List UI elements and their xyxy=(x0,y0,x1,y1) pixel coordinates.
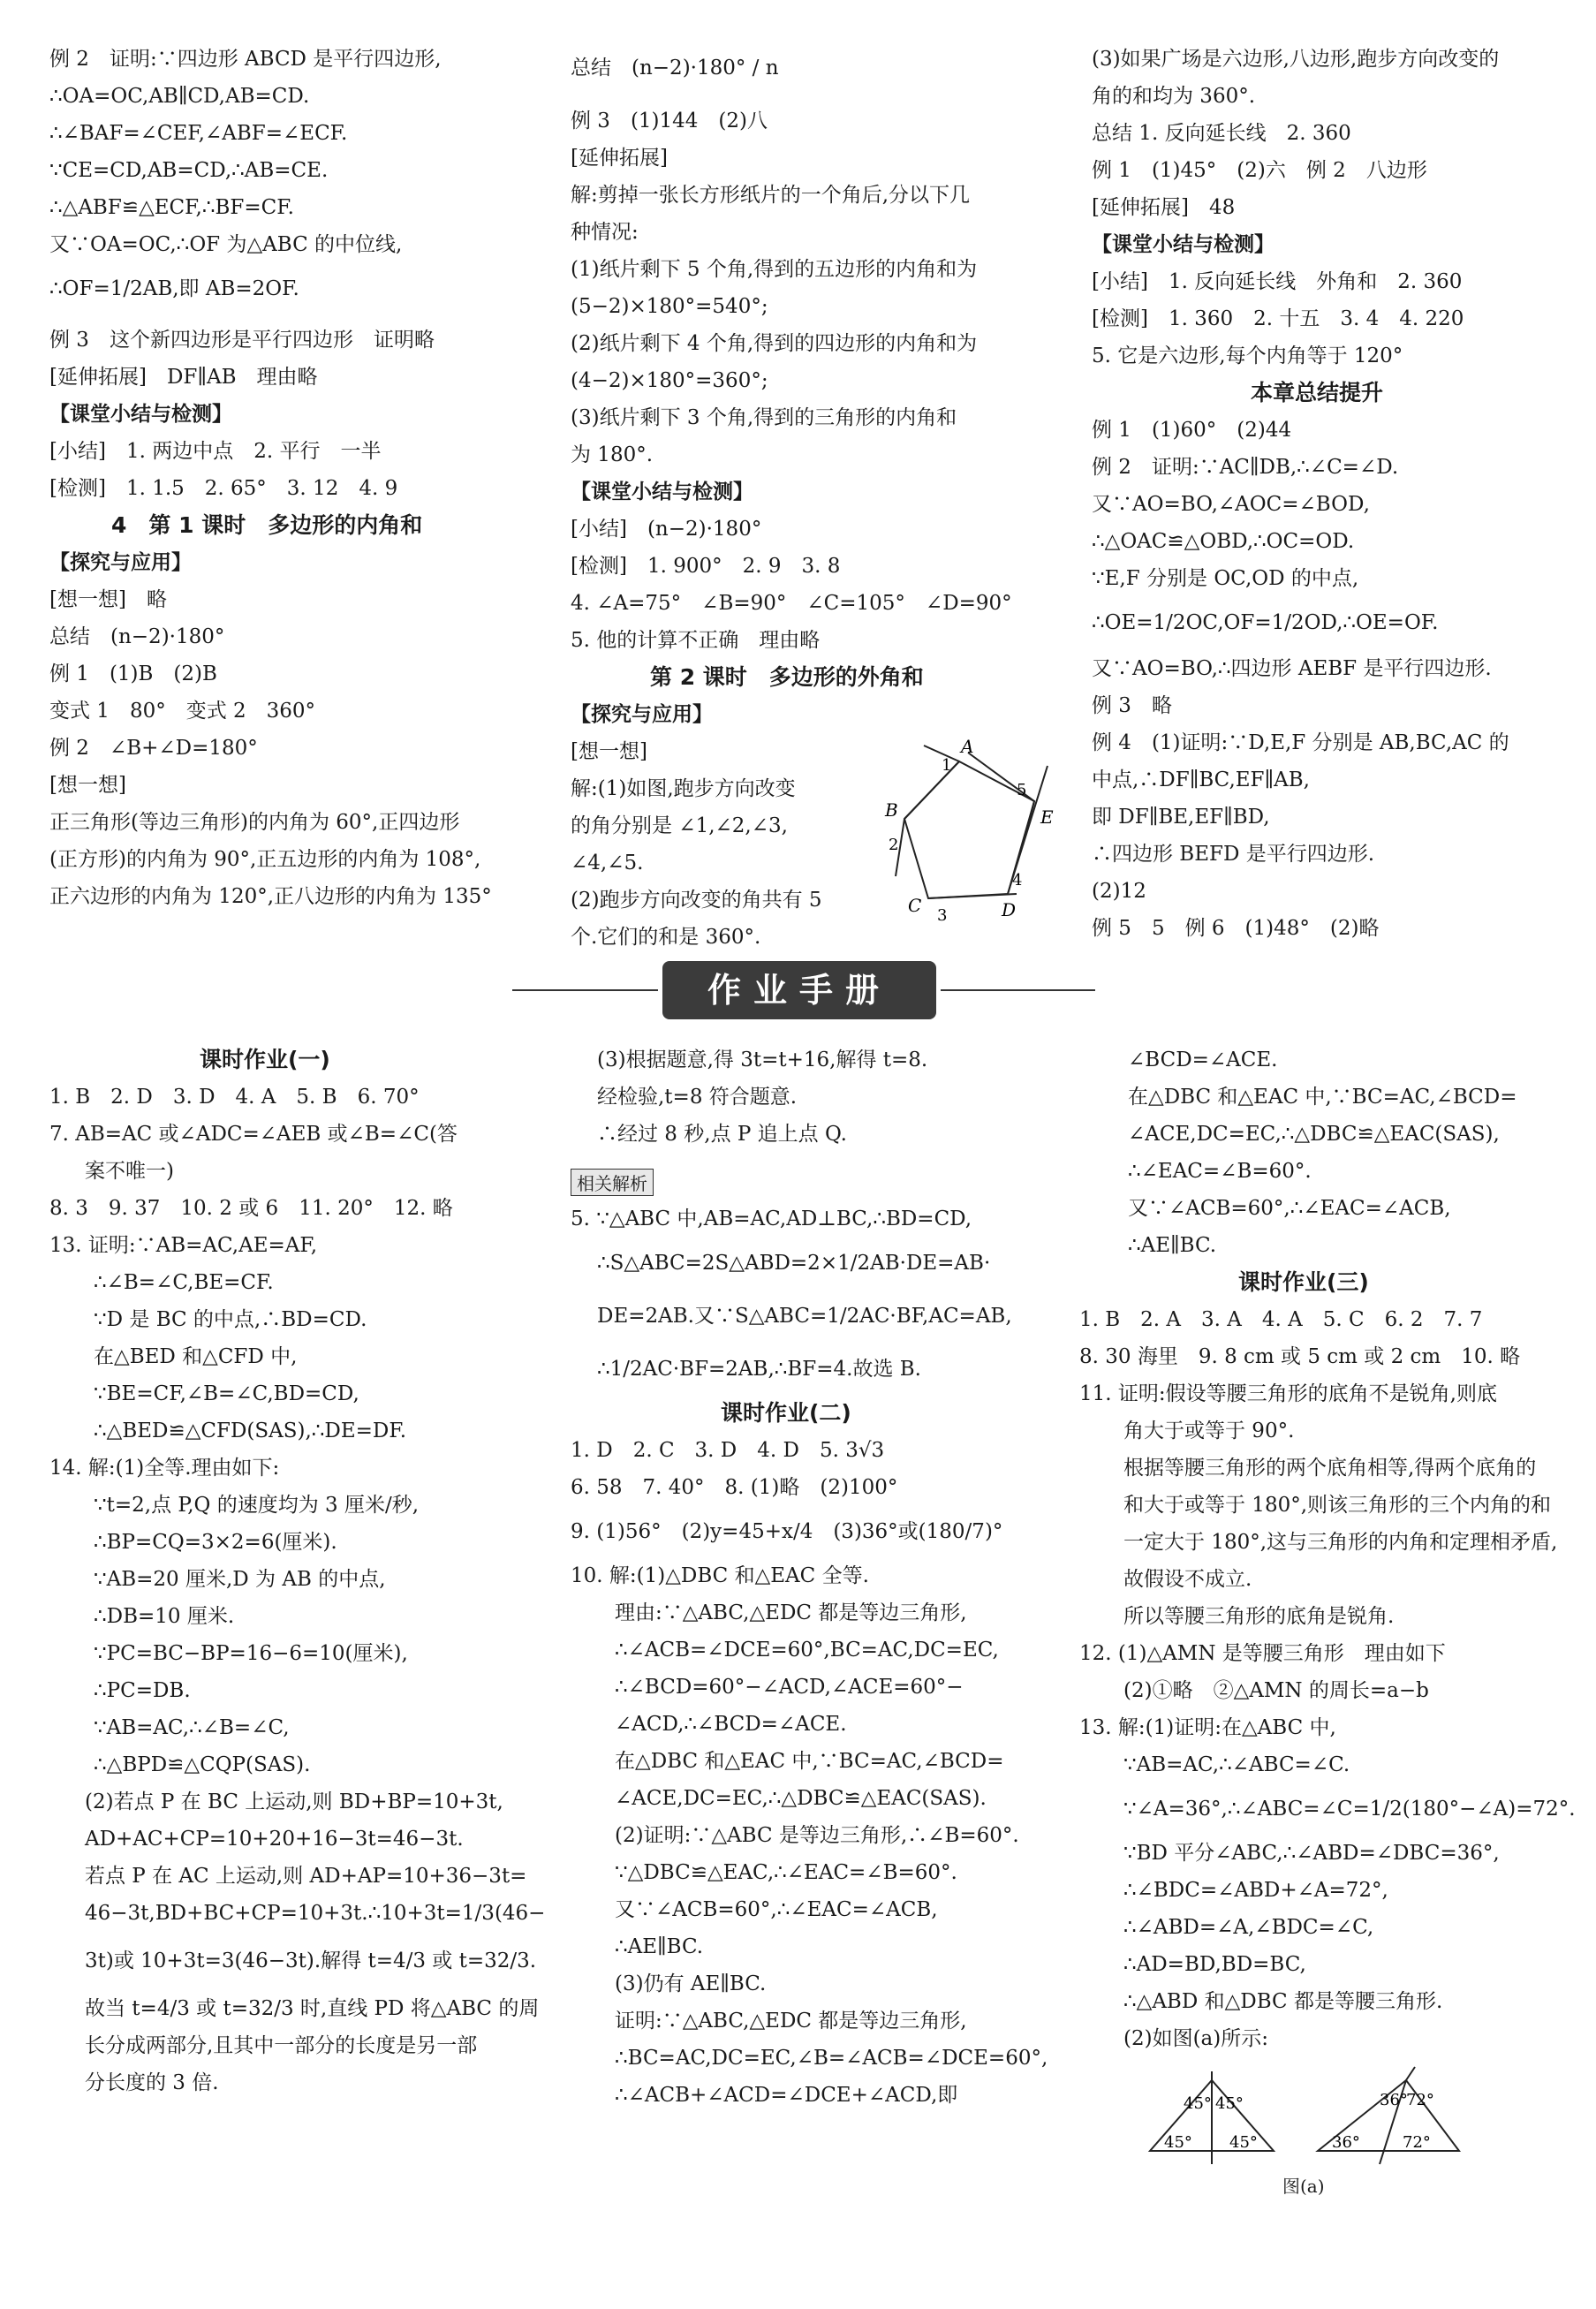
text-line: ∴△BPD≌△CQP(SAS). xyxy=(94,1753,311,1776)
text-line: ∴S△ABC=2S△ABD=2×1/2AB·DE=AB· xyxy=(597,1252,991,1275)
text-line: (2)①略 ②△AMN 的周长=a−b xyxy=(1123,1679,1429,1702)
text-line: 1. B 2. D 3. D 4. A 5. B 6. 70° xyxy=(49,1086,420,1109)
text-line: ∴∠ACB+∠ACD=∠DCE+∠ACD,即 xyxy=(615,2084,958,2107)
text-line: (4−2)×180°=360°; xyxy=(571,369,768,392)
text-line: 例 3 略 xyxy=(1092,694,1172,717)
text-line: 14. 解:(1)全等.理由如下: xyxy=(49,1457,280,1480)
banner-rule-right xyxy=(941,989,1095,991)
text-line: ∴BC=AC,DC=EC,∠B=∠ACB=∠DCE=60°, xyxy=(615,2047,1048,2070)
text-line: (3)纸片剩下 3 个角,得到的三角形的内角和 xyxy=(571,406,957,429)
text-line: ∵t=2,点 P,Q 的速度均为 3 厘米/秒, xyxy=(94,1494,420,1517)
text-line: ∵CE=CD,AB=CD,∴AB=CE. xyxy=(49,159,329,182)
label-1: 1 xyxy=(942,756,952,775)
text-line: 又∵∠ACB=60°,∴∠EAC=∠ACB, xyxy=(1128,1197,1451,1220)
text-line: 分长度的 3 倍. xyxy=(85,2071,219,2094)
section-heading: 【探究与应用】 xyxy=(49,551,192,574)
text-line: 个.它们的和是 360°. xyxy=(571,926,761,949)
text-line: (3)仍有 AE∥BC. xyxy=(615,1972,767,1995)
text-line: ∴∠EAC=∠B=60°. xyxy=(1128,1160,1312,1183)
text-line: 所以等腰三角形的底角是锐角. xyxy=(1123,1605,1395,1628)
text-line: ∵BE=CF,∠B=∠C,BD=CD, xyxy=(94,1382,359,1405)
triangle-figure-a xyxy=(1141,2063,1547,2169)
text-line: ∵∠A=36°,∴∠ABC=∠C=1/2(180°−∠A)=72°. xyxy=(1123,1798,1576,1821)
label-B: B xyxy=(885,799,898,821)
text-line: ∴四边形 BEFD 是平行四边形. xyxy=(1092,843,1375,866)
text-line: 又∵∠ACB=60°,∴∠EAC=∠ACB, xyxy=(615,1898,938,1921)
text-line: [检测] 1. 360 2. 十五 3. 4 4. 220 xyxy=(1092,307,1464,330)
text-line: ∴AD=BD,BD=BC, xyxy=(1123,1953,1306,1976)
homework-title: 课时作业(二) xyxy=(721,1400,851,1426)
text-line: ∵PC=BC−BP=16−6=10(厘米), xyxy=(94,1642,408,1665)
angle-label: 45° xyxy=(1164,2133,1192,2152)
text-line: 和大于或等于 180°,则该三角形的三个内角的和 xyxy=(1123,1494,1552,1517)
text-line: ∴PC=DB. xyxy=(94,1679,191,1702)
text-line: (5−2)×180°=540°; xyxy=(571,295,768,318)
text-line: 变式 1 80° 变式 2 360° xyxy=(49,700,316,723)
text-line: 8. 30 海里 9. 8 cm 或 5 cm 或 2 cm 10. 略 xyxy=(1079,1345,1521,1368)
text-line: 种情况: xyxy=(571,221,639,244)
text-line: ∠BCD=∠ACE. xyxy=(1128,1049,1278,1071)
text-line: (1)纸片剩下 5 个角,得到的五边形的内角和为 xyxy=(571,258,978,281)
pentagon-figure xyxy=(880,735,1065,938)
text-line: ∵AB=AC,∴∠ABC=∠C. xyxy=(1123,1753,1350,1776)
text-line: ∴∠ACB=∠DCE=60°,BC=AC,DC=EC, xyxy=(615,1639,999,1662)
label-3: 3 xyxy=(937,906,948,925)
label-5: 5 xyxy=(1017,781,1027,799)
text-line: ∴AE∥BC. xyxy=(615,1935,704,1958)
text-line: 在△BED 和△CFD 中, xyxy=(94,1345,298,1368)
text-line: [想一想] xyxy=(571,740,647,763)
text-line: [小结] 1. 反向延长线 外角和 2. 360 xyxy=(1092,270,1463,293)
text-line: (正方形)的内角为 90°,正五边形的内角为 108°, xyxy=(49,848,481,871)
text-line: 8. 3 9. 37 10. 2 或 6 11. 20° 12. 略 xyxy=(49,1197,453,1220)
text-line: ∠4,∠5. xyxy=(571,852,644,874)
text-line: 3t)或 10+3t=3(46−3t).解得 t=4/3 或 t=32/3. xyxy=(85,1949,537,1972)
banner-rule-left xyxy=(512,989,658,991)
text-line: (2)纸片剩下 4 个角,得到的四边形的内角和为 xyxy=(571,332,978,355)
text-line: ∴△ABF≌△ECF,∴BF=CF. xyxy=(49,196,294,219)
text-line: ∴经过 8 秒,点 P 追上点 Q. xyxy=(597,1123,847,1146)
text-line: ∴OA=OC,AB∥CD,AB=CD. xyxy=(49,85,310,108)
text-line: 13. 证明:∵AB=AC,AE=AF, xyxy=(49,1234,318,1257)
text-line: 例 3 (1)144 (2)八 xyxy=(571,110,768,132)
text-line: 角大于或等于 90°. xyxy=(1123,1419,1295,1442)
angle-label: 45° xyxy=(1229,2133,1258,2152)
text-line: 12. (1)△AMN 是等腰三角形 理由如下 xyxy=(1079,1642,1446,1665)
bottom-column-2 xyxy=(571,1047,1074,2213)
text-line: 的角分别是 ∠1,∠2,∠3, xyxy=(571,814,788,837)
text-line: 例 4 (1)证明:∵D,E,F 分别是 AB,BC,AC 的 xyxy=(1092,731,1509,754)
text-line: 中点,∴DF∥BC,EF∥AB, xyxy=(1092,768,1310,791)
text-line: 又∵AO=BO,∴四边形 AEBF 是平行四边形. xyxy=(1092,657,1492,680)
text-line: ∠ACE,DC=EC,∴△DBC≌△EAC(SAS), xyxy=(1128,1123,1500,1146)
text-line: 正三角形(等边三角形)的内角为 60°,正四边形 xyxy=(49,811,460,834)
text-line: ∴△OAC≌△OBD,∴OC=OD. xyxy=(1092,530,1355,553)
angle-label: 72° xyxy=(1406,2091,1434,2109)
text-line: 例 2 证明:∵AC∥DB,∴∠C=∠D. xyxy=(1092,456,1399,479)
text-line: 故当 t=4/3 或 t=32/3 时,直线 PD 将△ABC 的周 xyxy=(85,1997,540,2020)
angle-label: 45° xyxy=(1184,2094,1212,2113)
text-line: 11. 证明:假设等腰三角形的底角不是锐角,则底 xyxy=(1079,1382,1497,1405)
text-line: 5. ∵△ABC 中,AB=AC,AD⊥BC,∴BD=CD, xyxy=(571,1207,972,1230)
lesson-title: 第 2 课时 多边形的外角和 xyxy=(650,664,924,690)
text-line: 理由:∵△ABC,△EDC 都是等边三角形, xyxy=(615,1601,967,1624)
text-line: (3)如果广场是六边形,八边形,跑步方向改变的 xyxy=(1092,48,1500,71)
text-line: 5. 他的计算不正确 理由略 xyxy=(571,629,821,652)
text-line: 9. (1)56° (2)y=45+x/4 (3)36°或(180/7)° xyxy=(571,1520,1003,1543)
label-A: A xyxy=(961,736,974,757)
text-line: 10. 解:(1)△DBC 和△EAC 全等. xyxy=(571,1564,869,1587)
text-line: ∵AB=20 厘米,D 为 AB 的中点, xyxy=(94,1568,386,1591)
text-line: [检测] 1. 900° 2. 9 3. 8 xyxy=(571,555,841,578)
top-column-3 xyxy=(1092,46,1586,965)
text-line: ∴∠BAF=∠CEF,∠ABF=∠ECF. xyxy=(49,122,348,145)
text-line: ∴∠BCD=60°−∠ACD,∠ACE=60°− xyxy=(615,1676,964,1699)
text-line: 一定大于 180°,这与三角形的内角和定理相矛盾, xyxy=(1123,1531,1558,1554)
text-line: 例 2 ∠B+∠D=180° xyxy=(49,737,258,760)
text-line: 总结 1. 反向延长线 2. 360 xyxy=(1092,122,1351,145)
text-line: ∴∠ABD=∠A,∠BDC=∠C, xyxy=(1123,1916,1374,1939)
top-column-1 xyxy=(49,46,544,965)
text-line: ∴△ABD 和△DBC 都是等腰三角形. xyxy=(1123,1990,1443,2013)
text-line: ∴△BED≌△CFD(SAS),∴DE=DF. xyxy=(94,1419,407,1442)
text-line: 46−3t,BD+BC+CP=10+3t.∴10+3t=1/3(46− xyxy=(85,1902,546,1925)
angle-label: 72° xyxy=(1403,2133,1431,2152)
text-line: AD+AC+CP=10+20+16−3t=46−3t. xyxy=(85,1828,464,1851)
angle-label: 45° xyxy=(1215,2094,1244,2113)
text-line: 总结 (n−2)·180° / n xyxy=(571,57,779,79)
text-line: (2)跑步方向改变的角共有 5 xyxy=(571,889,822,912)
text-line: 例 1 (1)60° (2)44 xyxy=(1092,419,1292,442)
angle-label: 36° xyxy=(1380,2091,1408,2109)
text-line: 解:剪掉一张长方形纸片的一个角后,分以下几 xyxy=(571,184,971,207)
label-2: 2 xyxy=(889,836,899,854)
text-line: [小结] 1. 两边中点 2. 平行 一半 xyxy=(49,440,382,463)
lesson-title: 4 第 1 课时 多边形的内角和 xyxy=(111,512,423,538)
text-line: 例 1 (1)45° (2)六 例 2 八边形 xyxy=(1092,159,1427,182)
text-line: (3)根据题意,得 3t=t+16,解得 t=8. xyxy=(597,1049,928,1071)
text-line: 即 DF∥BE,EF∥BD, xyxy=(1092,806,1270,829)
section-heading: 【课堂小结与检测】 xyxy=(571,481,753,503)
text-line: [小结] (n−2)·180° xyxy=(571,518,762,541)
text-line: 4. ∠A=75° ∠B=90° ∠C=105° ∠D=90° xyxy=(571,592,1012,615)
label-C: C xyxy=(908,895,922,916)
text-line: (2)证明:∵△ABC 是等边三角形,∴∠B=60°. xyxy=(615,1824,1019,1847)
text-line: 长分成两部分,且其中一部分的长度是另一部 xyxy=(85,2034,478,2057)
text-line: 在△DBC 和△EAC 中,∵BC=AC,∠BCD= xyxy=(1128,1086,1517,1109)
text-line: ∵D 是 BC 的中点,∴BD=CD. xyxy=(94,1308,367,1331)
text-line: 证明:∵△ABC,△EDC 都是等边三角形, xyxy=(615,2010,967,2033)
homework-title: 课时作业(三) xyxy=(1238,1269,1369,1295)
text-line: [延伸拓展] xyxy=(571,147,668,170)
text-line: 例 1 (1)B (2)B xyxy=(49,662,217,685)
text-line: 例 5 5 例 6 (1)48° (2)略 xyxy=(1092,917,1380,940)
section-banner: 作业手册 xyxy=(662,961,936,1019)
text-line: 若点 P 在 AC 上运动,则 AD+AP=10+36−3t= xyxy=(85,1865,527,1888)
text-line: 在△DBC 和△EAC 中,∵BC=AC,∠BCD= xyxy=(615,1750,1004,1773)
text-line: (2)如图(a)所示: xyxy=(1123,2027,1268,2050)
text-line: 7. AB=AC 或∠ADC=∠AEB 或∠B=∠C(答 xyxy=(49,1123,458,1146)
text-line: 总结 (n−2)·180° xyxy=(49,625,225,648)
text-line: 为 180°. xyxy=(571,443,654,466)
section-heading: 【探究与应用】 xyxy=(571,703,713,726)
figure-caption: 图(a) xyxy=(1282,2176,1325,2197)
text-line: ∴DB=10 厘米. xyxy=(94,1605,235,1628)
text-line: 5. 它是六边形,每个内角等于 120° xyxy=(1092,344,1403,367)
text-line: 例 3 这个新四边形是平行四边形 证明略 xyxy=(49,329,435,352)
text-line: [延伸拓展] 48 xyxy=(1092,196,1236,219)
text-line: 解:(1)如图,跑步方向改变 xyxy=(571,777,796,800)
label-D: D xyxy=(1002,899,1017,920)
homework-title: 课时作业(一) xyxy=(200,1047,330,1072)
angle-label: 36° xyxy=(1332,2133,1360,2152)
text-line: 案不唯一) xyxy=(85,1160,174,1183)
chapter-summary-title: 本章总结提升 xyxy=(1251,380,1384,405)
text-line: 又∵AO=BO,∠AOC=∠BOD, xyxy=(1092,493,1370,516)
label-4: 4 xyxy=(1012,871,1023,890)
text-line: 正六边形的内角为 120°,正八边形的内角为 135° xyxy=(49,885,492,908)
text-line: [想一想] 略 xyxy=(49,588,167,611)
text-line: ∠ACE,DC=EC,∴△DBC≌△EAC(SAS). xyxy=(615,1787,987,1810)
text-line: ∠ACD,∴∠BCD=∠ACE. xyxy=(615,1713,847,1736)
text-line: 6. 58 7. 40° 8. (1)略 (2)100° xyxy=(571,1476,898,1499)
text-line: ∴AE∥BC. xyxy=(1128,1234,1217,1257)
label-E: E xyxy=(1040,806,1054,828)
text-line: (2)12 xyxy=(1092,880,1146,903)
bottom-column-3 xyxy=(1079,1047,1587,2213)
text-line: 根据等腰三角形的两个底角相等,得两个底角的 xyxy=(1123,1457,1537,1480)
top-column-2 xyxy=(571,46,1065,965)
text-line: ∵BD 平分∠ABC,∴∠ABD=∠DBC=36°, xyxy=(1123,1842,1500,1865)
section-heading: 【课堂小结与检测】 xyxy=(1092,233,1275,256)
related-analysis-tag: 相关解析 xyxy=(571,1169,654,1196)
text-line: 例 2 证明:∵四边形 ABCD 是平行四边形, xyxy=(49,48,442,71)
text-line: [想一想] xyxy=(49,774,126,797)
text-line: ∴1/2AC·BF=2AB,∴BF=4.故选 B. xyxy=(597,1358,921,1381)
text-line: 故假设不成立. xyxy=(1123,1568,1252,1591)
text-line: ∴OF=1/2AB,即 AB=2OF. xyxy=(49,277,299,300)
text-line: [延伸拓展] DF∥AB 理由略 xyxy=(49,366,318,389)
text-line: ∴∠B=∠C,BE=CF. xyxy=(94,1271,274,1294)
text-line: ∴BP=CQ=3×2=6(厘米). xyxy=(94,1531,337,1554)
section-heading: 【课堂小结与检测】 xyxy=(49,403,232,426)
text-line: ∵E,F 分别是 OC,OD 的中点, xyxy=(1092,567,1359,590)
text-line: 角的和均为 360°. xyxy=(1092,85,1256,108)
text-line: 13. 解:(1)证明:在△ABC 中, xyxy=(1079,1716,1336,1739)
text-line: DE=2AB.又∵S△ABC=1/2AC·BF,AC=AB, xyxy=(597,1305,1012,1328)
text-line: [检测] 1. 1.5 2. 65° 3. 12 4. 9 xyxy=(49,477,398,500)
text-line: ∴∠BDC=∠ABD+∠A=72°, xyxy=(1123,1879,1388,1902)
text-line: 又∵OA=OC,∴OF 为△ABC 的中位线, xyxy=(49,233,403,256)
text-line: 经检验,t=8 符合题意. xyxy=(597,1086,798,1109)
text-line: 1. D 2. C 3. D 4. D 5. 3√3 xyxy=(571,1439,885,1462)
text-line: ∴OE=1/2OC,OF=1/2OD,∴OE=OF. xyxy=(1092,611,1439,634)
text-line: 1. B 2. A 3. A 4. A 5. C 6. 2 7. 7 xyxy=(1079,1308,1483,1331)
text-line: (2)若点 P 在 BC 上运动,则 BD+BP=10+3t, xyxy=(85,1790,503,1813)
text-line: ∵△DBC≌△EAC,∴∠EAC=∠B=60°. xyxy=(615,1861,957,1884)
text-line: ∵AB=AC,∴∠B=∠C, xyxy=(94,1716,290,1739)
bottom-column-1 xyxy=(49,1047,553,2213)
